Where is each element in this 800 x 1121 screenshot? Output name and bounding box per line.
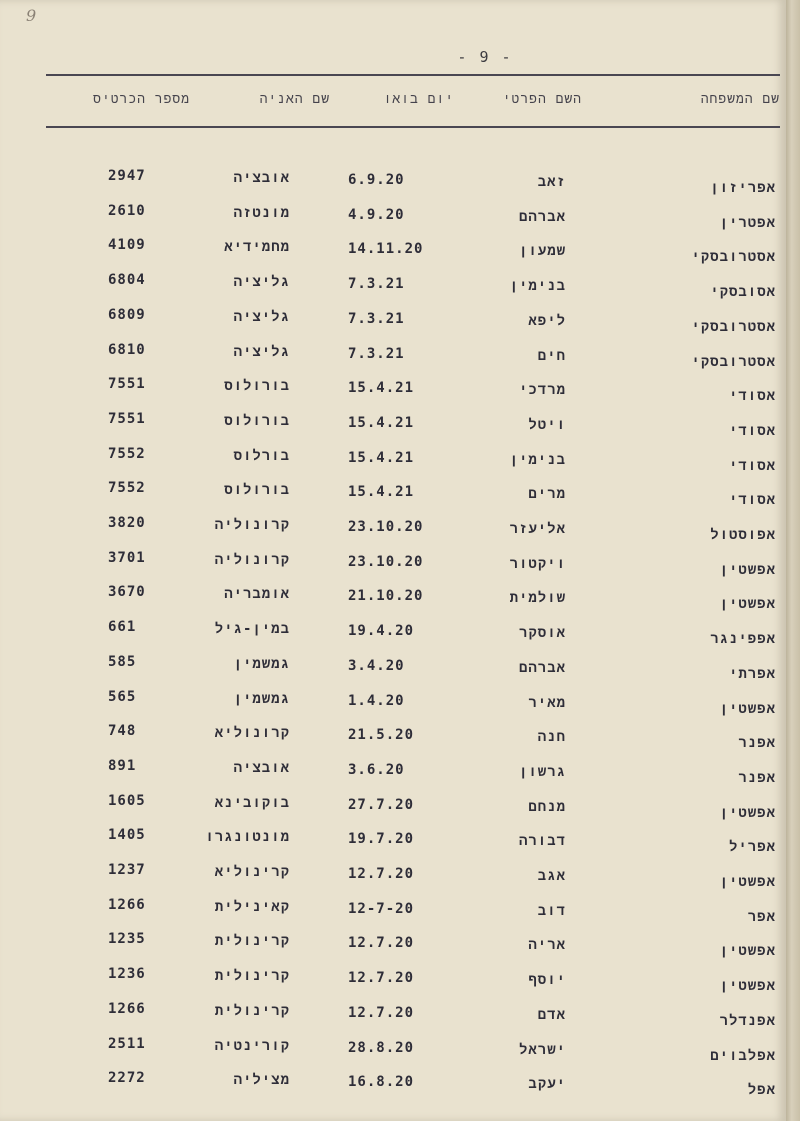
cell-first: מנחם: [528, 798, 566, 815]
cell-cert: 2947: [108, 168, 146, 184]
cell-cert: 3670: [108, 584, 146, 601]
cell-first: אליעזר: [509, 521, 566, 537]
cell-family: אפרתי: [728, 665, 776, 682]
cell-first: מאיר: [528, 694, 566, 711]
cell-family: אסטרובסקי: [691, 249, 776, 266]
cell-date: 15.4.21: [348, 449, 415, 466]
cell-first: זאב: [537, 174, 566, 190]
cell-cert: 7552: [108, 445, 146, 462]
cell-ship: גמשמין: [233, 690, 290, 707]
cell-first: אגב: [537, 868, 566, 884]
cell-cert: 1237: [108, 862, 146, 878]
cell-cert: 891: [108, 757, 137, 774]
cell-family: אפשטין: [719, 561, 776, 578]
cell-date: 23.10.20: [348, 553, 424, 570]
cell-first: גרשון: [518, 763, 566, 780]
cell-family: אפר: [747, 908, 776, 925]
cell-ship: קרינוליא: [214, 864, 290, 880]
cell-first: אברהם: [518, 208, 566, 225]
cell-first: אברהם: [518, 659, 566, 676]
cell-cert: 1236: [108, 966, 146, 983]
cell-ship: בורולוס: [224, 412, 290, 429]
cell-date: 19.4.20: [348, 623, 415, 640]
cell-date: 4.9.20: [348, 206, 405, 223]
cell-first: יעקב: [528, 1076, 566, 1093]
cell-cert: 1235: [108, 931, 146, 948]
cell-cert: 7552: [108, 480, 146, 497]
cell-ship: קרינולית: [214, 968, 290, 985]
header-family-name: שם המשפחה: [700, 92, 780, 107]
cell-date: 27.7.20: [348, 796, 415, 813]
cell-family: אפשטין: [719, 978, 776, 995]
cell-cert: 3701: [108, 549, 146, 566]
page-edge: [786, 0, 800, 1121]
cell-first: בנימין: [509, 451, 566, 468]
cell-cert: 6810: [108, 341, 146, 358]
cell-date: 6.9.20: [348, 172, 405, 188]
cell-family: אפנדלר: [719, 1012, 776, 1029]
cell-family: אפל: [747, 1082, 776, 1099]
cell-ship: במין-גיל: [214, 621, 290, 638]
cell-first: דבורה: [518, 833, 566, 850]
cell-date: 21.10.20: [348, 588, 424, 605]
cell-ship: מציליה: [233, 1072, 290, 1089]
cell-first: אוסקר: [518, 625, 566, 642]
cell-family: אפריזון: [710, 180, 776, 196]
cell-family: אסודי: [728, 422, 776, 439]
cell-family: אפשטין: [719, 943, 776, 960]
cell-cert: 585: [108, 653, 137, 670]
cell-first: יוסף: [528, 972, 566, 989]
cell-cert: 6804: [108, 272, 146, 289]
cell-ship: קרינולית: [214, 1002, 290, 1019]
cell-date: 3.6.20: [348, 761, 405, 778]
cell-family: אפלבוים: [710, 1047, 776, 1064]
cell-ship: מחמידיא: [224, 239, 290, 256]
cell-date: 7.3.21: [348, 310, 405, 327]
cell-first: ויטל: [528, 416, 566, 433]
cell-family: אפשטין: [719, 874, 776, 890]
cell-family: אפשטין: [719, 700, 776, 717]
header-ship-name: שם האניה: [259, 92, 330, 107]
cell-ship: בוקובינא: [214, 794, 290, 811]
cell-family: אפשטין: [719, 804, 776, 821]
cell-family: אסודי: [728, 492, 776, 509]
cell-ship: קרונוליה: [214, 551, 290, 568]
cell-first: ליפא: [528, 312, 566, 329]
cell-family: אסודי: [728, 457, 776, 474]
cell-date: 14.11.20: [348, 241, 424, 258]
cell-family: אסטרובסקי: [691, 318, 776, 335]
cell-family: אפפינגר: [710, 631, 776, 648]
cell-cert: 565: [108, 688, 137, 705]
cell-ship: קאינילית: [214, 898, 290, 915]
cell-ship: קורינטיה: [214, 1037, 290, 1054]
cell-date: 1.4.20: [348, 692, 405, 709]
cell-family: אסודי: [728, 388, 776, 405]
cell-first: ויקטור: [509, 555, 566, 572]
cell-ship: קרינולית: [214, 933, 290, 950]
cell-cert: 4109: [108, 237, 146, 254]
header-arrival-date: יום בואו: [383, 92, 454, 107]
cell-first: אדם: [537, 1006, 566, 1023]
cell-date: 3.4.20: [348, 657, 405, 674]
cell-date: 15.4.21: [348, 414, 415, 431]
cell-cert: 2511: [108, 1035, 146, 1052]
cell-first: חים: [537, 347, 566, 364]
cell-first: דוב: [537, 902, 566, 919]
cell-date: 12-7-20: [348, 900, 415, 917]
cell-date: 28.8.20: [348, 1039, 415, 1056]
cell-date: 12.7.20: [348, 935, 415, 952]
cell-first: ישראל: [518, 1041, 566, 1058]
cell-cert: 3820: [108, 515, 146, 531]
cell-ship: גליציה: [233, 343, 290, 360]
cell-date: 15.4.21: [348, 484, 415, 501]
cell-family: אסטרובסקי: [691, 353, 776, 370]
cell-cert: 7551: [108, 376, 146, 393]
cell-family: אפריל: [728, 839, 776, 856]
cell-cert: 2610: [108, 202, 146, 219]
cell-date: 16.8.20: [348, 1074, 415, 1091]
cell-family: אפשטין: [719, 596, 776, 613]
header-first-name: השם הפרטי: [502, 92, 582, 107]
cell-ship: גליציה: [233, 274, 290, 291]
cell-ship: קרונוליה: [214, 517, 290, 533]
header-certificate-number: מספר הכרטיס: [93, 92, 190, 107]
cell-date: 23.10.20: [348, 519, 424, 535]
cell-family: אפנר: [738, 735, 776, 752]
cell-cert: 1605: [108, 792, 146, 809]
cell-first: מרים: [528, 486, 566, 503]
cell-family: אסובסקי: [710, 284, 776, 301]
cell-cert: 1266: [108, 896, 146, 913]
cell-ship: גמשמין: [233, 655, 290, 672]
cell-cert: 7551: [108, 410, 146, 427]
cell-ship: אומבריה: [224, 586, 290, 603]
cell-ship: מונטונגרו: [205, 829, 290, 846]
cell-ship: קרונוליא: [214, 725, 290, 742]
cell-first: מרדכי: [518, 382, 566, 399]
cell-cert: 1405: [108, 827, 146, 844]
cell-cert: 1266: [108, 1000, 146, 1017]
cell-ship: בורולוס: [224, 482, 290, 499]
cell-cert: 6809: [108, 306, 146, 323]
cell-family: אפטרין: [719, 214, 776, 231]
cell-first: בנימין: [509, 278, 566, 295]
cell-date: 15.4.21: [348, 380, 415, 397]
cell-ship: בורולוס: [224, 378, 290, 395]
cell-first: שולמית: [509, 590, 566, 607]
cell-ship: אובציה: [233, 170, 290, 186]
cell-date: 7.3.21: [348, 345, 405, 362]
cell-ship: בורלוס: [233, 447, 290, 464]
cell-first: שמעון: [518, 243, 566, 260]
cell-date: 12.7.20: [348, 970, 415, 987]
cell-date: 12.7.20: [348, 866, 415, 882]
cell-ship: מונטזה: [233, 204, 290, 221]
cell-cert: 661: [108, 619, 137, 636]
cell-family: אפוסטול: [710, 527, 776, 543]
cell-cert: 748: [108, 723, 137, 740]
cell-date: 21.5.20: [348, 727, 415, 744]
cell-date: 7.3.21: [348, 276, 405, 293]
cell-family: אפנר: [738, 769, 776, 786]
page-number: - 9 -: [457, 48, 513, 66]
cell-first: חנה: [537, 729, 566, 746]
cell-date: 19.7.20: [348, 831, 415, 848]
cell-ship: גליציה: [233, 308, 290, 325]
corner-page-mark: 9: [26, 6, 37, 25]
cell-ship: אובציה: [233, 759, 290, 776]
cell-cert: 2272: [108, 1070, 146, 1087]
cell-first: אריה: [528, 937, 566, 954]
cell-date: 12.7.20: [348, 1004, 415, 1021]
